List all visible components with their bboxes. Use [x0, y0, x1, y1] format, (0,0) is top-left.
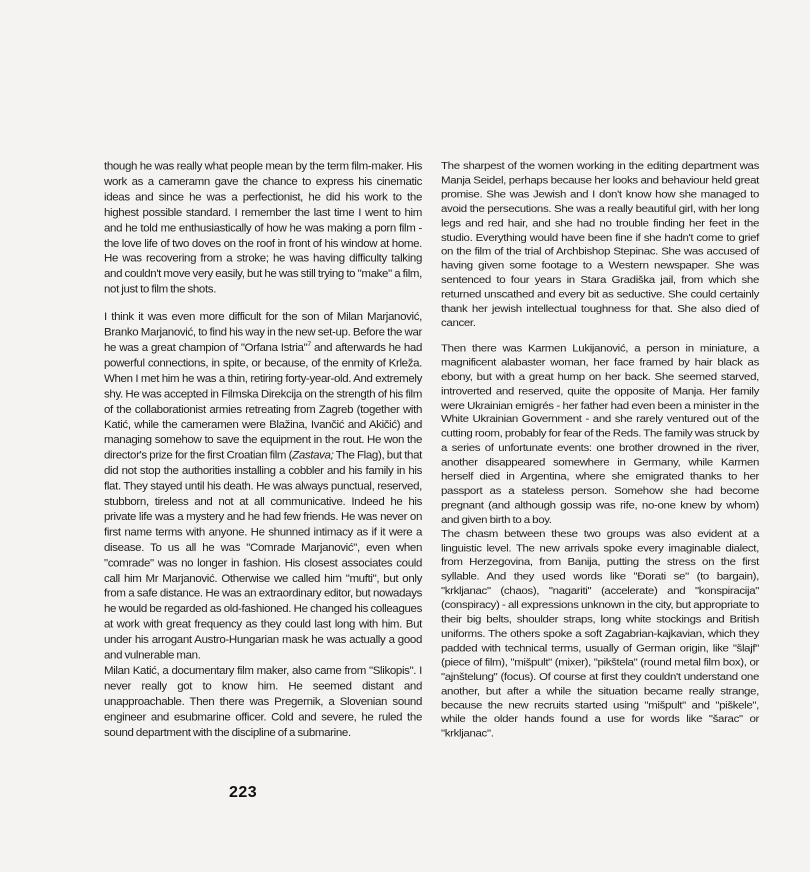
paragraph: The sharpest of the women working in the editing department was Manja Seidel, perhaps because her looks and behaviour held great promise. She was Jewish and I don't know how she managed to avoid the persecutions. She was a really beautiful girl, with her long legs and red hair, and she had no trouble finding her feet in the studio. Everything would have been fine if she hadn't come to grief on the film of the trial of Archbishop Stepinac. She was accused of having given some footage to a Western newspaper. She was sentenced to four years in Stara Gradiška jail, from which she returned unscathed and every bit as seductive. She could certainly thank her jewish intellectual toughness for that. She also died of cancer.	[441, 160, 759, 329]
film-title-italic: Zastava;	[292, 449, 334, 462]
paragraph-text: The Flag), but that did not stop the authorities installing a cobbler and his family in his flat. They stayed until his death. He was always punctual, reserved, stubborn, tireless and not at all communicative. Indeed he his private life was a mystery and he had few friends. He was never on first name terms with anyone. He shunned intimacy as if it were a disease. To us all he was "Comrade Marjanović", even when "comrade" was no longer in fashion. His closest associates could call him Mr Marjanović. Otherwise we called him "mufti", but only from a safe distance. He was an extraordinary editor, but nowadays he would be regarded as old-fashioned. He changed his colleagues at work with great frequency as they could last long with him. But under his arrogant Austro-Hungarian mask he was actually a good and vulnerable man.	[104, 449, 422, 662]
left-text-column	[104, 160, 422, 742]
paragraph: The chasm between these two groups was also evident at a linguistic level. The new arrivals spoke every imaginable dialect, from Herzegovina, from Banija, putting the stress on the first syllable. And they used words like "Đorati se" (to bargain), "krkljanac" (chaos), "nagariti" (accelerate) and "konspiracija" (conspiracy) - all expressions unknown in the city, but appropriate to their big belts, shoulder straps, long white stockings and British uniforms. The others spoke a soft Zagabrian-kajkavian, which they padded with technical terms, usually of German origin, like "šlajf" (piece of film), "mišpult" (mixer), "pikštela" (round metal film box), or "ajnštelung" (focus). Of course at first they couldn't understand one another, but after a while the situation became really strange, because the new recruits started using "mišpult" and "piškele", while the older hands found a use for words like "šarac" or "krkljanac".	[441, 528, 759, 740]
paragraph-text: I think it was even more difficult for the son of Milan Marjanović, Branko Marjanović, to find his way in the new set-up. Before the war he was a great champion of "Orfana Istria"	[104, 311, 422, 354]
paragraph: Milan Katić, a documentary film maker, also came from "Slikopis". I never really got to know him. He seemed distant and unapproachable. Then there was Pregernik, a Slovenian sound engineer and esubmarine officer. Cold and severe, he ruled the sound department with the discipline of a submarine.	[104, 665, 422, 739]
footnote-marker: 7	[307, 341, 311, 349]
paragraph: though he was really what people mean by the term film-maker. His work as a cameramn gave the chance to express his cinematic ideas and since he was a perfectionist, he did his work to the highest possible standard. I remember the last time I went to him and he told me enthusiastically of how he was making a porn film - the love life of two doves on the roof in front of his window at home. He was recovering from a stroke; he was having difficulty talking and couldn't move very easily, but he was still trying to "make" a film, not just to film the shots.	[104, 160, 422, 296]
paragraph	[104, 310, 422, 664]
paragraph: Then there was Karmen Lukijanović, a person in miniature, a magnificent alabaster woman, her face framed by hair black as ebony, but with a great hump on her back. She seemed starved, introverted and reserved, quite the opposite of Manja. Her family were Ukrainian emigrés - her father had even been a minister in the White Ukrainian Government - and she rarely ventured out of the cutting room, probably for fear of the Reds. The family was struck by a series of unfortunate events: one brother drowned in the river, another disappeared somewhere in Germany, while Karmen herself died in Argentina, where she emigrated thanks to her passport as a stateless person. Somehow she had become pregnant (and although gossip was rife, no-one knew by whom) and given birth to a boy.	[441, 343, 759, 526]
right-text-column	[441, 160, 759, 742]
paragraph-text: and afterwards he had powerful connections, in spite, or because, of the enmity of Krleža. When I met him he was a thin, retiring forty-year-old. And extremely shy. He was accepted in Filmska Direkcija on the strength of his film of the collaborationist armies retreating from Zagreb (together with Katić, while the cameramen were Blažina, Ivančić and Akičić) and managing somehow to save the equipment in the rout. He won the director's prize for the first Croatian film (	[104, 342, 422, 462]
page-number: 223	[229, 784, 258, 801]
